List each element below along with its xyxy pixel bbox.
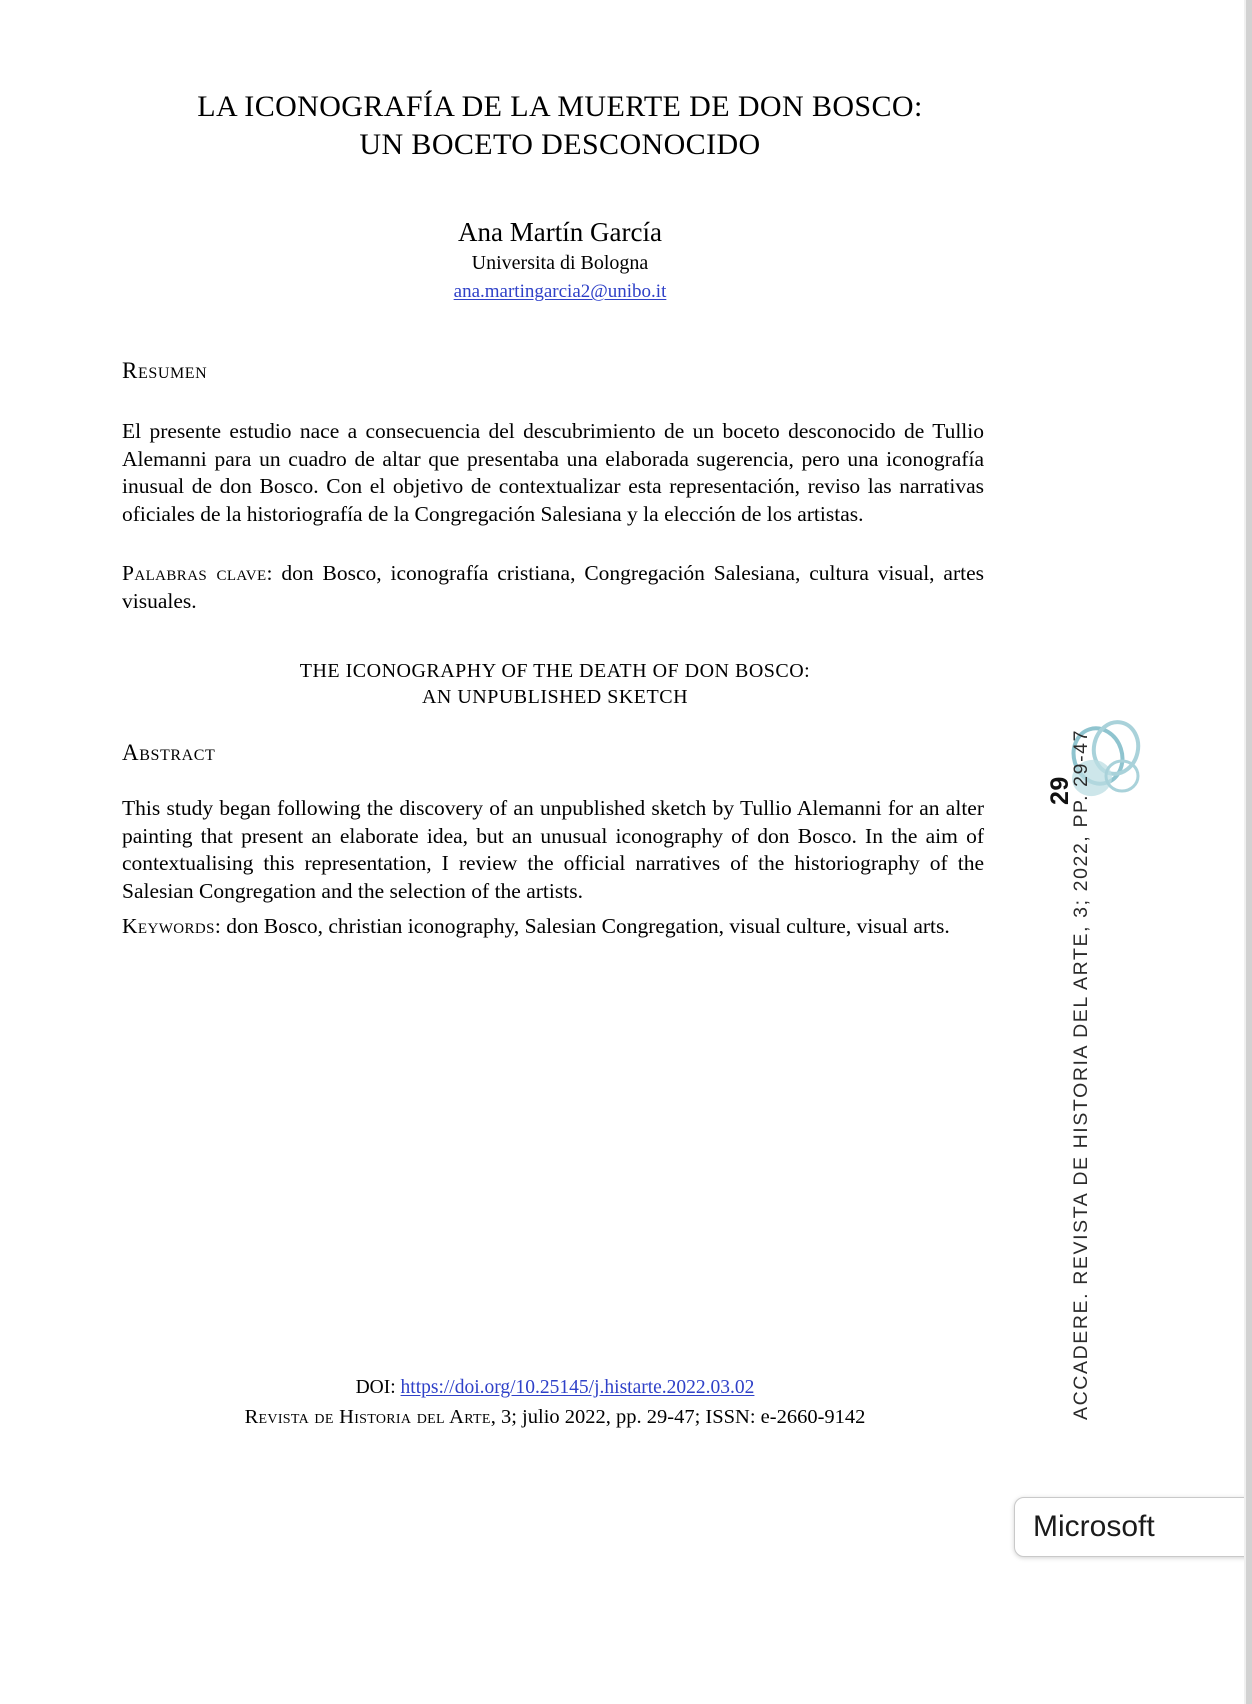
doi-label: DOI: [355, 1377, 401, 1398]
journal-vertical-text: ACCADERE. REVISTA DE HISTORIA DEL ARTE, 3; 2022, PP. 29-47 [1070, 728, 1092, 1420]
doi-link[interactable]: https://doi.org/10.25145/j.histarte.2022.03.02 [400, 1377, 755, 1398]
page-title-english [0, 658, 1110, 710]
accadere-logo-icon [1052, 718, 1152, 828]
page-number: 29 [1046, 776, 1074, 805]
page-title-english-line-1: THE ICONOGRAPHY OF THE DEATH OF DON BOSCO: [299, 660, 811, 682]
palabras-clave-label: Palabras clave [122, 561, 267, 585]
abstract-heading: Abstract [122, 740, 216, 765]
citation-journal: Revista de Historia del Arte [244, 1406, 491, 1428]
page-footer [0, 1375, 1110, 1431]
citation-rest: , 3; julio 2022, pp. 29-47; ISSN: e-2660-9142 [490, 1406, 866, 1428]
keywords-value: : don Bosco, christian iconography, Salesian Congregation, visual culture, visual arts. [214, 914, 950, 938]
abstract-paragraph: This study began following the discovery of an unpublished sketch by Tullio Alemanni for an alter painting that present an elaborate idea, but an unusual iconography of don Bosco. In the aim of contextualising this representation, I review the official narratives of the historiography of the Salesian Congregation and the selection of the artists. [122, 796, 984, 903]
page-title-line-2: UN BOCETO DESCONOCIDO [359, 128, 761, 161]
author-email-link[interactable]: ana.martingarcia2@unibo.it [453, 281, 667, 302]
palabras-clave [122, 560, 984, 615]
citation-line [0, 1403, 1110, 1431]
author-name: Ana Martín García [458, 217, 662, 247]
page-title-english-line-2: AN UNPUBLISHED SKETCH [421, 686, 689, 708]
microsoft-tooltip-badge[interactable] [1014, 1497, 1252, 1557]
right-margin-rail [1092, 0, 1172, 1704]
viewer-right-edge [1246, 0, 1252, 1704]
microsoft-tooltip-label: Microsoft [1033, 1510, 1155, 1543]
author-email [0, 279, 1120, 304]
page-title-line-1: LA ICONOGRAFÍA DE LA MUERTE DE DON BOSCO: [197, 90, 923, 123]
palabras-clave-value: : don Bosco, iconografía cristiana, Congregación Salesiana, cultura visual, artes visuales. [122, 561, 984, 613]
resumen-heading: Resumen [122, 358, 208, 383]
resumen-paragraph: El presente estudio nace a consecuencia del descubrimiento de un boceto desconocido de Tullio Alemanni para un cuadro de altar que presentaba una elaborada sugerencia, pero una iconografía inusual de don Bosco. Con el objetivo de contextualizar esta representación, reviso las narrativas oficiales de la historiografía de la Congregación Salesiana y la elección de los artistas. [122, 419, 984, 526]
doi-line [0, 1375, 1110, 1401]
keywords-label: Keywords [122, 914, 215, 938]
author-affiliation: Universita di Bologna [471, 252, 649, 274]
page-title [0, 88, 1120, 164]
keywords [122, 913, 984, 941]
